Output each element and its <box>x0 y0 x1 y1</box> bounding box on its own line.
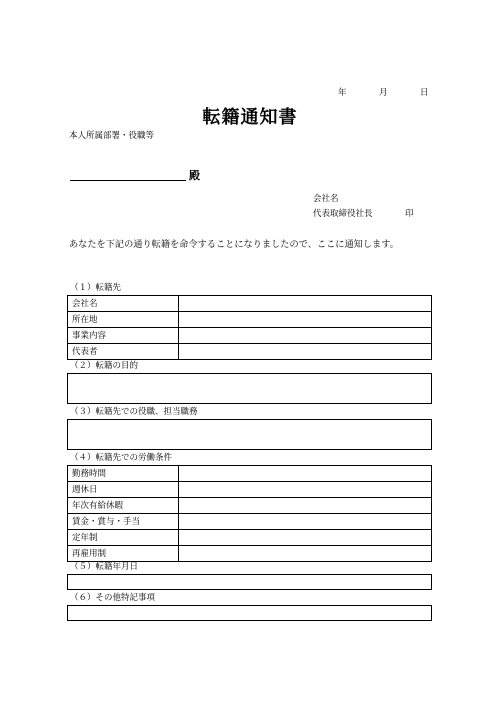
section-3-heading: （３）転籍先での役職、担当職務 <box>70 407 198 417</box>
table-row <box>68 328 432 344</box>
section-4-table <box>67 465 432 562</box>
row-label: 事業内容 <box>68 328 179 344</box>
year-label: 年 <box>338 88 347 98</box>
row-label: 定年制 <box>68 530 179 546</box>
row-value-field[interactable] <box>179 328 432 344</box>
addressee-name-line <box>70 180 186 181</box>
section-5-heading: （５）転籍年月日 <box>70 562 139 572</box>
row-value-field[interactable] <box>179 344 432 360</box>
addressee-suffix: 殿 <box>189 169 200 182</box>
section-5-field[interactable] <box>67 574 432 590</box>
sender-department-label: 本人所属部署・役職等 <box>69 131 155 141</box>
row-value-field[interactable] <box>179 514 432 530</box>
row-value-field[interactable] <box>179 498 432 514</box>
row-label: 年次有給休暇 <box>68 498 179 514</box>
table-row <box>68 546 432 562</box>
section-6-heading: （６）その他特記事項 <box>70 593 156 603</box>
notice-body-text: あなたを下記の通り転籍を命令することになりましたので、ここに通知します。 <box>69 239 399 250</box>
row-value-field[interactable] <box>179 546 432 562</box>
document-title: 転籍通知書 <box>202 107 298 128</box>
table-row <box>68 296 432 312</box>
table-row <box>68 514 432 530</box>
table-row <box>68 312 432 328</box>
company-name-label: 会社名 <box>313 194 339 204</box>
row-label: 勤務時間 <box>68 466 179 482</box>
section-6-field[interactable] <box>67 605 432 621</box>
row-value-field[interactable] <box>179 466 432 482</box>
row-label: 賃金・賞与・手当 <box>68 514 179 530</box>
section-2-field[interactable] <box>67 373 432 404</box>
section-1-heading: （１）転籍先 <box>70 283 122 293</box>
seal-mark: 印 <box>405 209 414 219</box>
table-row <box>68 482 432 498</box>
date-line <box>336 86 436 98</box>
table-row <box>68 344 432 360</box>
row-value-field[interactable] <box>179 296 432 312</box>
row-label: 週休日 <box>68 482 179 498</box>
month-label: 月 <box>379 88 388 98</box>
section-4-heading: （４）転籍先での労働条件 <box>70 453 173 463</box>
section-2-heading: （２）転籍の目的 <box>70 361 139 371</box>
row-label: 会社名 <box>68 296 179 312</box>
row-label: 代表者 <box>68 344 179 360</box>
row-value-field[interactable] <box>179 312 432 328</box>
representative-label: 代表取締役社長 <box>313 209 373 219</box>
section-1-table <box>67 295 432 360</box>
table-row <box>68 530 432 546</box>
table-row <box>68 466 432 482</box>
row-value-field[interactable] <box>179 482 432 498</box>
row-label: 再雇用制 <box>68 546 179 562</box>
row-value-field[interactable] <box>179 530 432 546</box>
day-label: 日 <box>420 88 429 98</box>
section-3-field[interactable] <box>67 419 432 450</box>
row-label: 所在地 <box>68 312 179 328</box>
table-row <box>68 498 432 514</box>
